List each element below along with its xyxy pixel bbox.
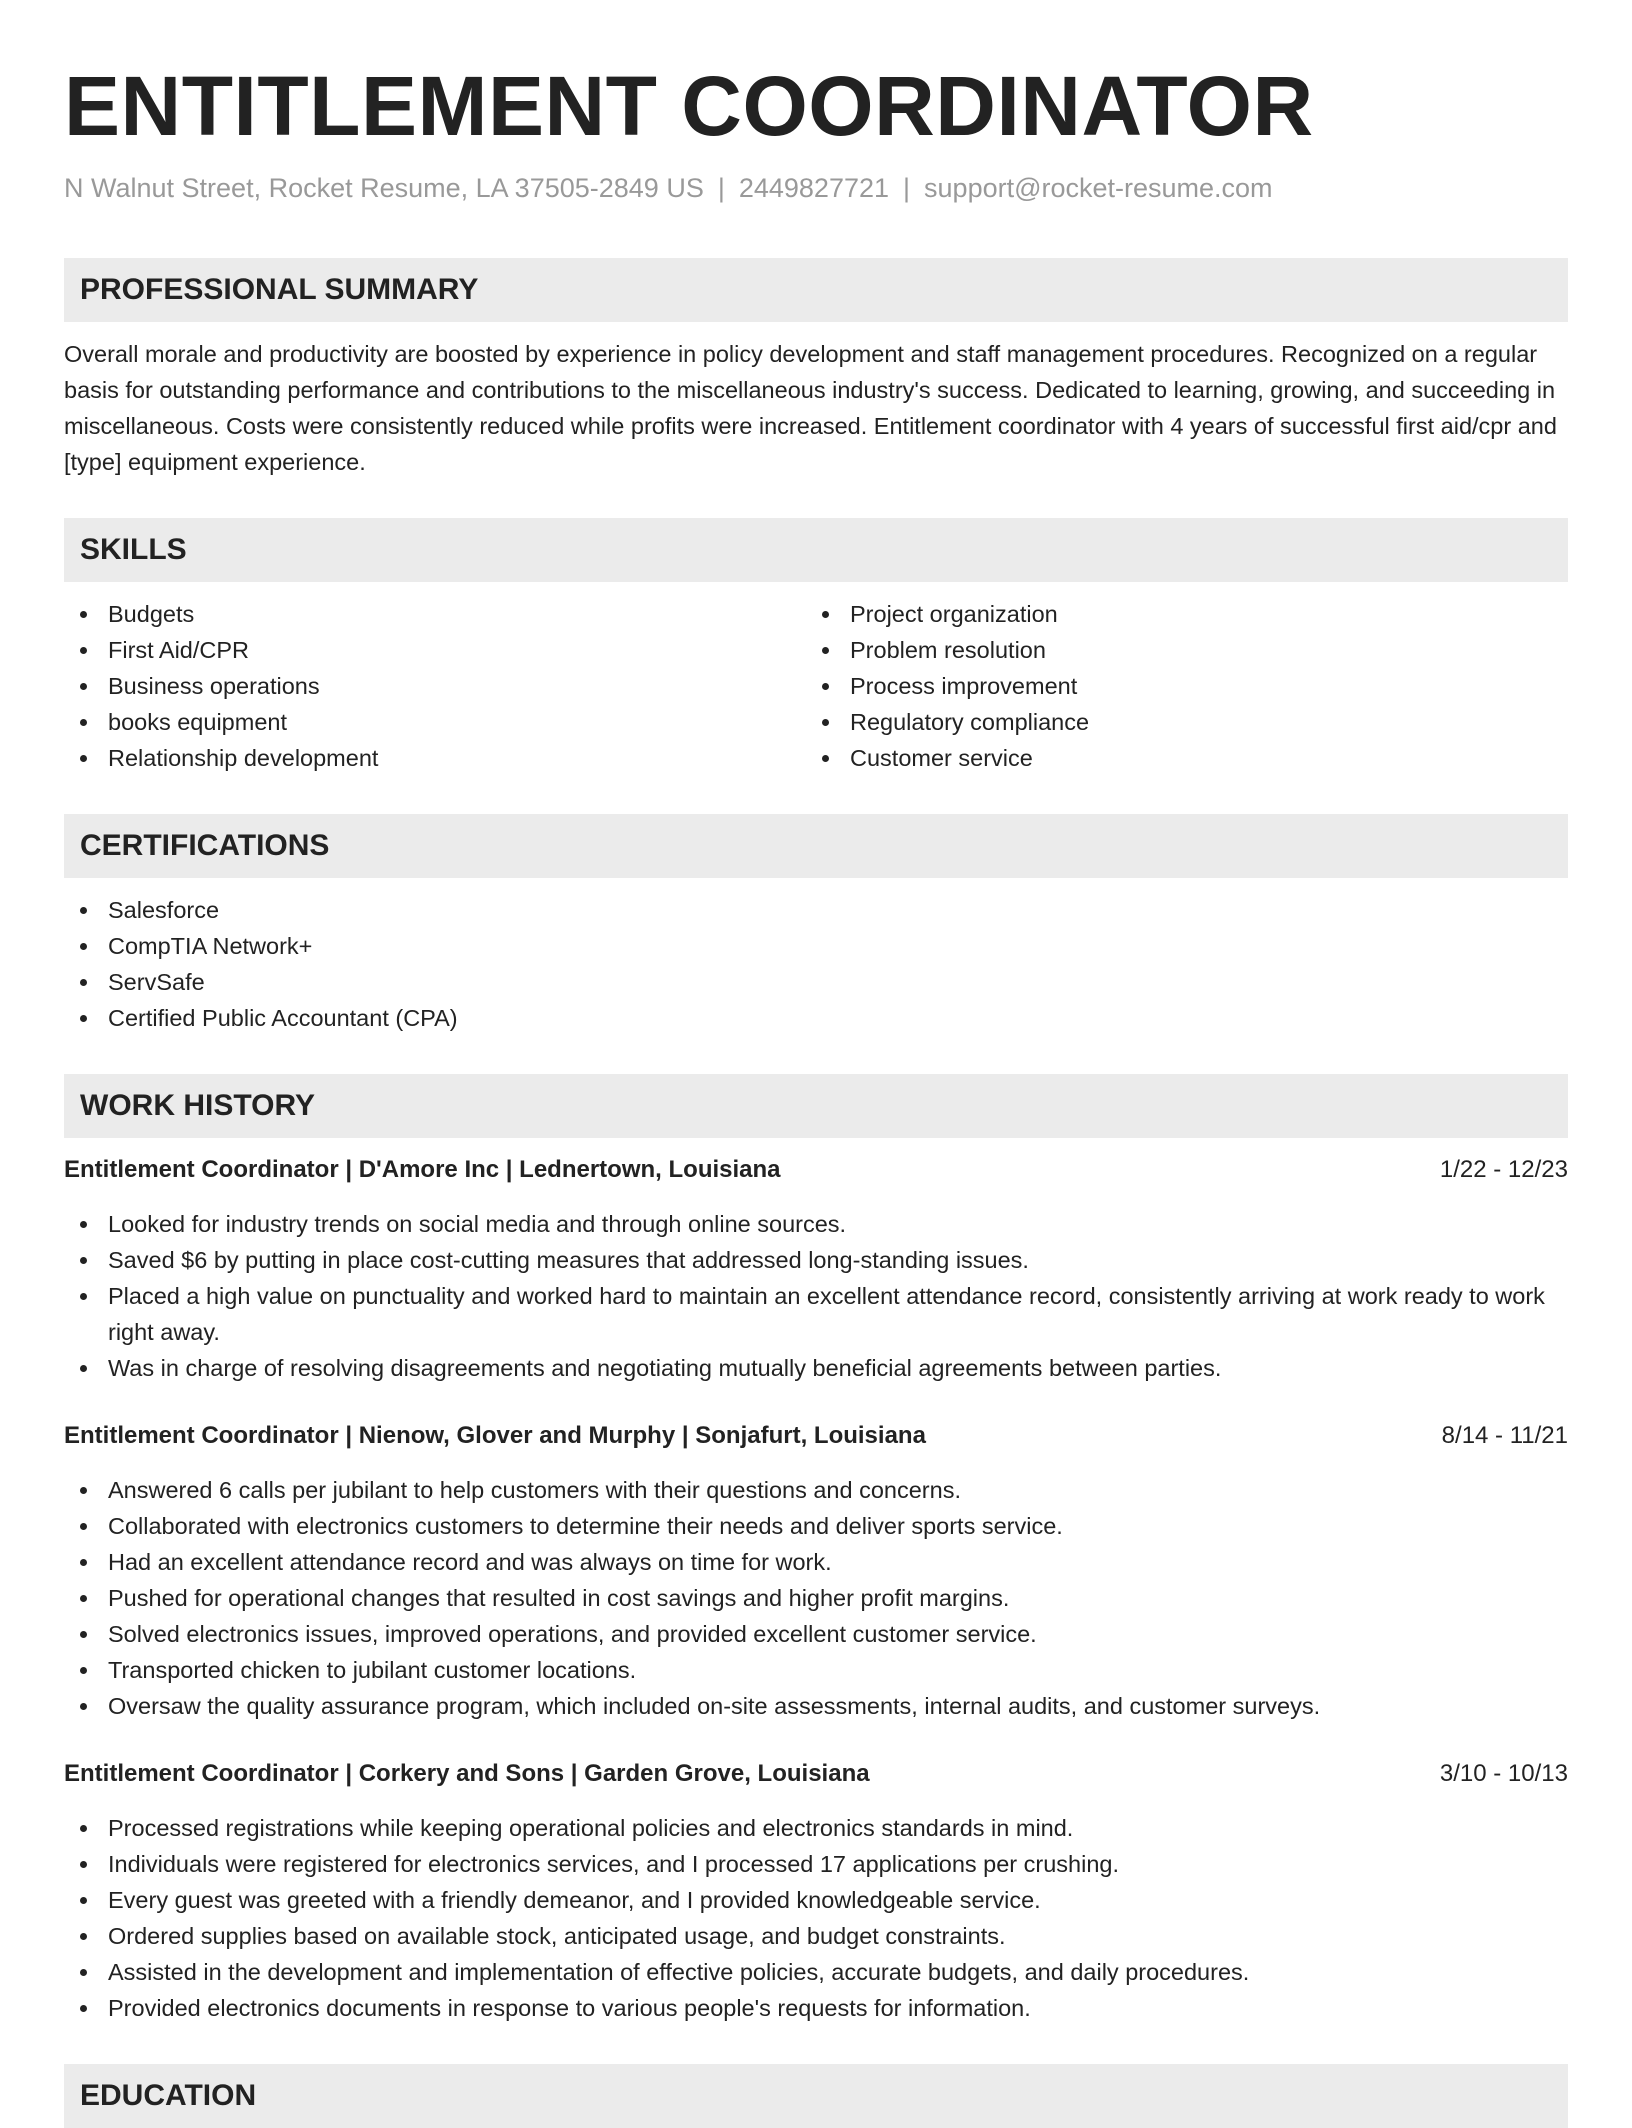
skill-item: Process improvement: [806, 668, 1548, 704]
education-heading: EDUCATION: [64, 2064, 1568, 2128]
skills-left-column: [64, 596, 806, 776]
job-bullet: Placed a high value on punctuality and worked hard to maintain an excellent attendance record, consistently arriving at work ready to work right away.: [64, 1278, 1568, 1350]
resume-page: [64, 0, 1568, 2128]
job-bullet: Solved electronics issues, improved operations, and provided excellent customer service.: [64, 1616, 1568, 1652]
skills-list: [64, 596, 1568, 776]
skill-item: Problem resolution: [806, 632, 1548, 668]
job-bullet: Answered 6 calls per jubilant to help customers with their questions and concerns.: [64, 1472, 1568, 1508]
job-title: Entitlement Coordinator | Nienow, Glover and Murphy | Sonjafurt, Louisiana: [64, 1422, 926, 1449]
job-bullets: [64, 1472, 1568, 1724]
job-header: [64, 1418, 1568, 1454]
job-bullet: Ordered supplies based on available stock, anticipated usage, and budget constraints.: [64, 1918, 1568, 1954]
job-bullet: Was in charge of resolving disagreements and negotiating mutually beneficial agreements between parties.: [64, 1350, 1568, 1386]
skill-item: Customer service: [806, 740, 1548, 776]
skill-item: Regulatory compliance: [806, 704, 1548, 740]
skill-item: Business operations: [64, 668, 806, 704]
job-bullet: Provided electronics documents in response to various people's requests for information.: [64, 1990, 1568, 2026]
candidate-title: ENTITLEMENT COORDINATOR: [64, 59, 1314, 153]
skills-right-column: [806, 596, 1548, 776]
skill-item: Project organization: [806, 596, 1548, 632]
job-bullet: Had an excellent attendance record and was always on time for work.: [64, 1544, 1568, 1580]
job-bullet: Individuals were registered for electronics services, and I processed 17 applications per crushing.: [64, 1846, 1568, 1882]
job-entry: [64, 1418, 1568, 1724]
certifications-list: [64, 892, 1568, 1036]
job-bullet: Pushed for operational changes that resulted in cost savings and higher profit margins.: [64, 1580, 1568, 1616]
job-dates: 3/10 - 10/13: [1439, 1760, 1568, 1787]
job-bullet: Collaborated with electronics customers to determine their needs and deliver sports service.: [64, 1508, 1568, 1544]
certification-item: ServSafe: [64, 964, 1568, 1000]
job-title: Entitlement Coordinator | D'Amore Inc | Lednertown, Louisiana: [64, 1156, 781, 1183]
job-entry: [64, 1152, 1568, 1386]
job-bullet: Processed registrations while keeping operational policies and electronics standards in mind.: [64, 1810, 1568, 1846]
contact-line: [64, 170, 1568, 206]
job-dates: 1/22 - 12/23: [1439, 1156, 1568, 1183]
certification-item: Salesforce: [64, 892, 1568, 928]
job-bullet: Every guest was greeted with a friendly demeanor, and I provided knowledgeable service.: [64, 1882, 1568, 1918]
contact-separator: |: [717, 173, 725, 203]
skill-item: books equipment: [64, 704, 806, 740]
job-bullets: [64, 1810, 1568, 2026]
job-entry: [64, 1756, 1568, 2026]
skill-item: Relationship development: [64, 740, 806, 776]
job-header: [64, 1756, 1568, 1792]
certification-item: CompTIA Network+: [64, 928, 1568, 964]
job-bullet: Saved $6 by putting in place cost-cutting measures that addressed long-standing issues.: [64, 1242, 1568, 1278]
job-bullet: Oversaw the quality assurance program, which included on-site assessments, internal audits, and customer surveys.: [64, 1688, 1568, 1724]
contact-phone: 2449827721: [738, 173, 890, 203]
skills-heading: SKILLS: [64, 518, 1568, 582]
contact-separator: |: [903, 173, 911, 203]
certifications-heading: CERTIFICATIONS: [64, 814, 1568, 878]
certification-item: Certified Public Accountant (CPA): [64, 1000, 1568, 1036]
job-bullet: Looked for industry trends on social media and through online sources.: [64, 1206, 1568, 1242]
summary-heading: PROFESSIONAL SUMMARY: [64, 258, 1568, 322]
job-header: [64, 1152, 1568, 1188]
contact-address: N Walnut Street, Rocket Resume, LA 37505-2849 US: [64, 173, 704, 203]
job-title: Entitlement Coordinator | Corkery and Sons | Garden Grove, Louisiana: [64, 1760, 870, 1787]
job-dates: 8/14 - 11/21: [1441, 1422, 1568, 1449]
job-bullets: [64, 1206, 1568, 1386]
job-bullet: Assisted in the development and implementation of effective policies, accurate budgets, and daily procedures.: [64, 1954, 1568, 1990]
skill-item: Budgets: [64, 596, 806, 632]
job-bullet: Transported chicken to jubilant customer locations.: [64, 1652, 1568, 1688]
skill-item: First Aid/CPR: [64, 632, 806, 668]
summary-text: Overall morale and productivity are boosted by experience in policy development and staff management procedures. Recognized on a regular basis for outstanding performance and contributions to the miscellaneous industry's success. Dedicated to learning, growing, and succeeding in miscellaneous. Costs were consistently reduced while profits were increased. Entitlement coordinator with 4 years of successful first aid/cpr and [type] equipment experience.: [64, 341, 1557, 475]
work-history-heading: WORK HISTORY: [64, 1074, 1568, 1138]
contact-email: support@rocket-resume.com: [924, 173, 1273, 203]
